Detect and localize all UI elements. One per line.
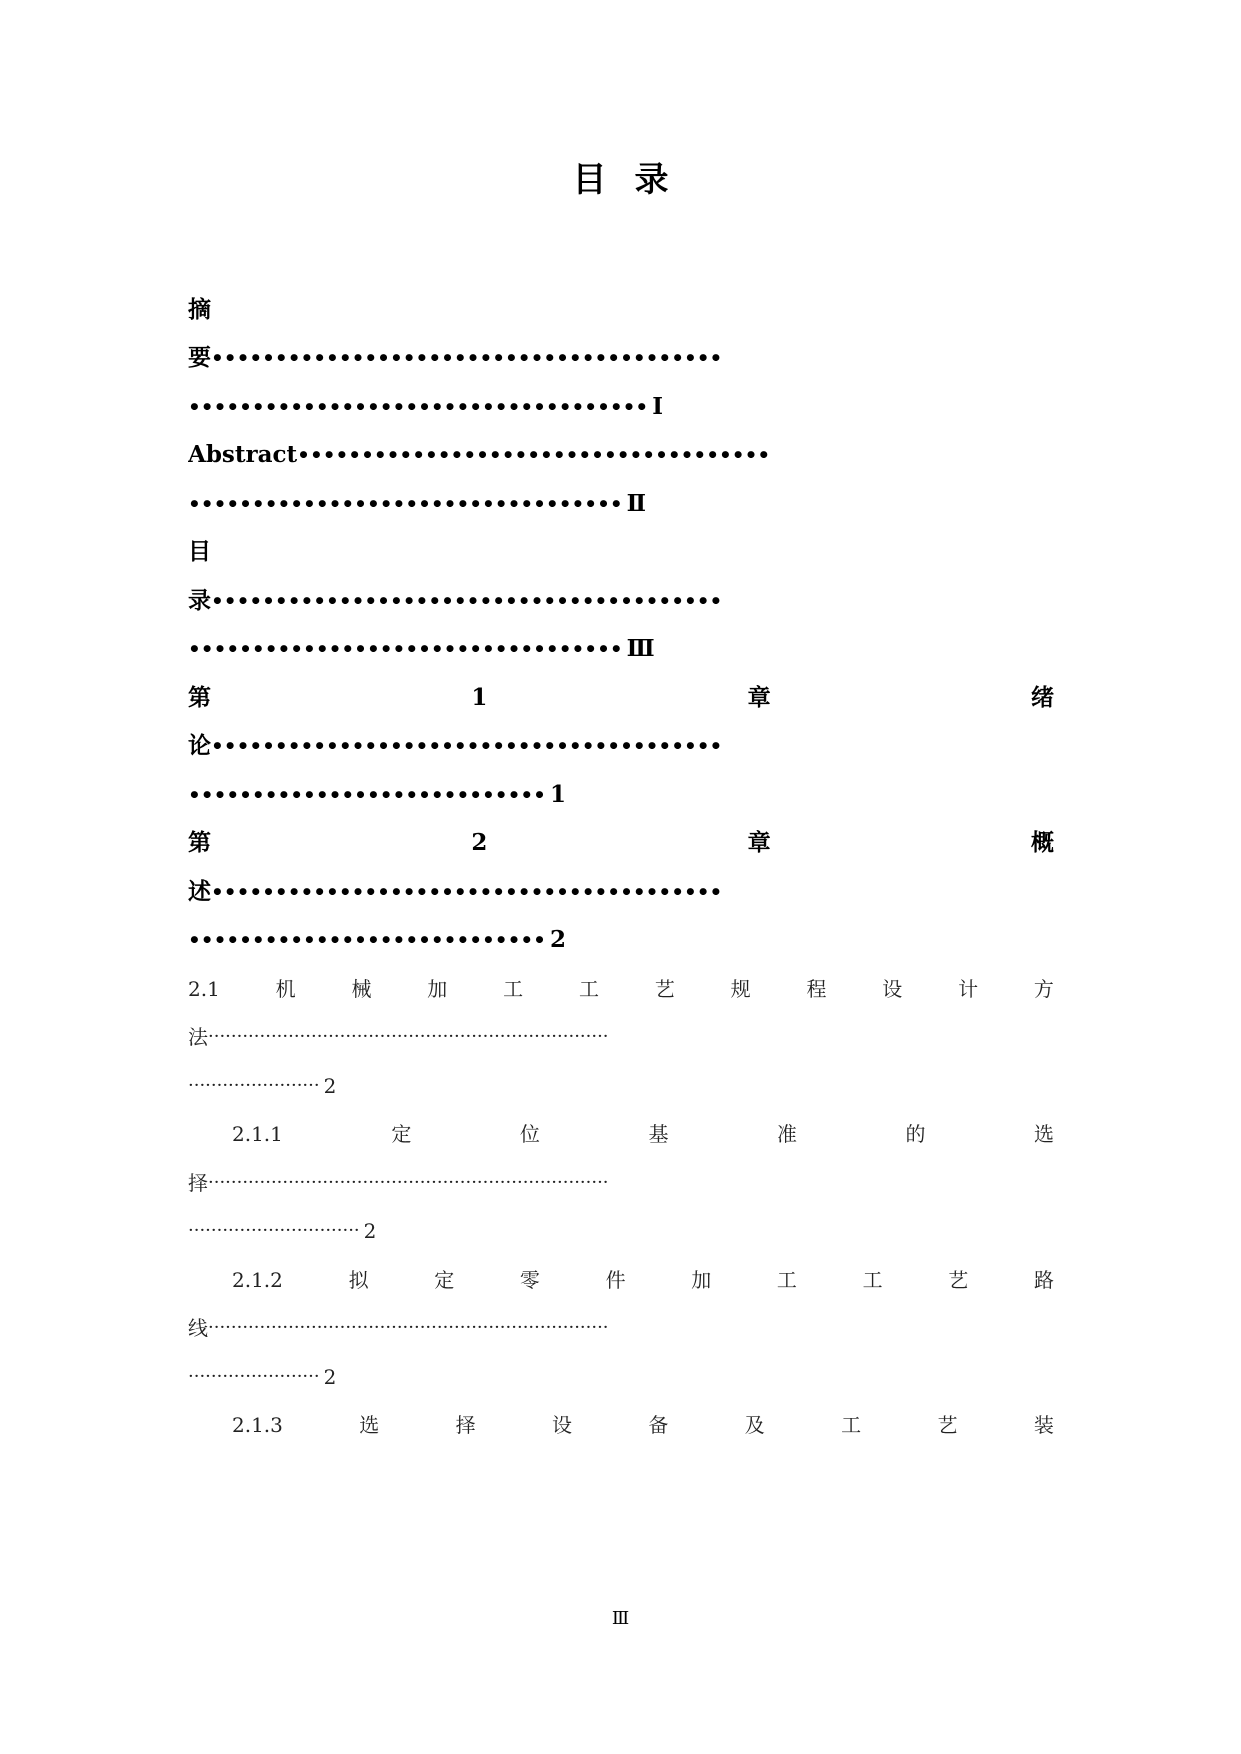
toc-label: 要: [188, 344, 211, 371]
page-title: [0, 152, 1241, 201]
toc-entry-2-1-1-line1[interactable]: [232, 1107, 1054, 1161]
toc-label-part: 2: [471, 829, 488, 856]
toc-entry-abstract-cn-line3[interactable]: [188, 380, 1054, 434]
toc-entry-chapter2-line2[interactable]: [188, 865, 1054, 919]
toc-label-part: 第: [188, 829, 211, 856]
toc-label-part: 路: [1033, 1268, 1054, 1292]
toc-label-part: 零: [519, 1268, 540, 1292]
leader-dots: ••••••••••••••••••••••••••••••••••: [188, 637, 623, 661]
toc-label-part: 械: [351, 977, 372, 1001]
toc-entry-2-1-line3[interactable]: [188, 1059, 1054, 1113]
toc-label: 录: [188, 587, 211, 614]
toc-entry-2-1-2-line3[interactable]: [188, 1350, 1054, 1404]
toc-entry-2-1-2-line2[interactable]: [188, 1301, 1054, 1355]
toc-entry-chapter1-line3[interactable]: [188, 768, 1054, 822]
toc-label-part: 位: [519, 1122, 540, 1146]
toc-label-part: 1: [471, 684, 488, 711]
toc-entry-2-1-3-line1[interactable]: [232, 1398, 1054, 1452]
toc-entry-chapter2-line3[interactable]: [188, 913, 1054, 967]
toc-label-part: 备: [648, 1413, 669, 1437]
toc-label-part: 选: [359, 1413, 380, 1437]
toc-label-part: 工: [776, 1268, 797, 1292]
toc-label-part: 章: [747, 829, 771, 856]
toc-page-number: 2: [363, 1219, 377, 1243]
toc-label-part: 线: [188, 1316, 208, 1340]
toc-label-part: 概: [1031, 829, 1054, 856]
toc-label-part: 第: [188, 684, 211, 711]
toc-entry-2-1-1-line2[interactable]: [188, 1156, 1054, 1210]
toc-page-number: 2: [549, 926, 566, 953]
leader-dots: ••••••••••••••••••••••••••••••••••••: [188, 395, 649, 419]
toc-label-part: 机: [275, 977, 296, 1001]
toc-entry-chapter2-line1[interactable]: [188, 816, 1054, 870]
toc-label-part: 设: [552, 1413, 573, 1437]
toc-page-number: Ⅲ: [626, 635, 655, 662]
leader-dots: ••••••••••••••••••••••••••••••••••: [188, 492, 623, 516]
leader-dots: ······································································: [208, 1317, 609, 1338]
leader-dots: ······································································: [208, 1026, 609, 1047]
toc-label-part: 论: [188, 732, 211, 759]
toc-label: 摘: [188, 296, 211, 323]
toc-entry-2-1-2-line1[interactable]: [232, 1253, 1054, 1307]
toc-entry-2-1-line1[interactable]: [188, 962, 1054, 1016]
toc-label-part: 程: [806, 977, 827, 1001]
toc-entry-2-1-1-line3[interactable]: [188, 1204, 1054, 1258]
title-char: 目: [572, 160, 607, 200]
toc-page-number: 2: [323, 1074, 337, 1098]
toc-page-number: Ⅰ: [652, 393, 663, 420]
toc-label-part: 2.1.3: [232, 1413, 283, 1437]
toc-label-part: 择: [188, 1171, 208, 1195]
toc-label-part: 定: [434, 1268, 455, 1292]
toc-label-part: 装: [1033, 1413, 1054, 1437]
leader-dots: •••••••••••••••••••••••••••••••••••••: [297, 443, 771, 467]
toc-label-part: 加: [691, 1268, 712, 1292]
leader-dots: ·······················: [188, 1366, 320, 1387]
toc-page-number: 2: [323, 1365, 337, 1389]
leader-dots: ••••••••••••••••••••••••••••••••••••••••: [211, 346, 723, 370]
leader-dots: ••••••••••••••••••••••••••••: [188, 783, 546, 807]
toc-label-part: 工: [841, 1413, 862, 1437]
toc-label-part: 选: [1033, 1122, 1054, 1146]
leader-dots: ••••••••••••••••••••••••••••••••••••••••: [211, 880, 723, 904]
toc-label-part: 拟: [348, 1268, 369, 1292]
toc-label-part: 法: [188, 1025, 208, 1049]
toc-label-part: 艺: [937, 1413, 958, 1437]
toc-label-part: 规: [730, 977, 751, 1001]
leader-dots: ••••••••••••••••••••••••••••••••••••••••: [211, 734, 723, 758]
toc-entry-chapter1-line1[interactable]: [188, 671, 1054, 725]
toc-label-part: 件: [605, 1268, 626, 1292]
leader-dots: ••••••••••••••••••••••••••••••••••••••••: [211, 589, 723, 613]
toc-label-part: 准: [776, 1122, 797, 1146]
toc-label: Abstract: [188, 441, 298, 468]
toc-label-part: 基: [648, 1122, 669, 1146]
toc-label-part: 述: [188, 878, 211, 905]
toc-label: 目: [188, 538, 211, 565]
toc-label-part: 工: [503, 977, 524, 1001]
toc-label-part: 2.1: [188, 977, 220, 1001]
toc-entry-contents-line3[interactable]: [188, 622, 1054, 676]
toc-entry-abstract-en-line2[interactable]: [188, 477, 1054, 531]
toc-label-part: 择: [455, 1413, 476, 1437]
leader-dots: ••••••••••••••••••••••••••••: [188, 928, 546, 952]
leader-dots: ·······················: [188, 1075, 320, 1096]
toc-label-part: 2.1.2: [232, 1268, 283, 1292]
toc-label-part: 方: [1033, 977, 1054, 1001]
toc-label-part: 工: [578, 977, 599, 1001]
toc-entry-contents-line2[interactable]: [188, 574, 1054, 628]
toc-label-part: 的: [905, 1122, 926, 1146]
toc-entry-abstract-cn-line2[interactable]: [188, 331, 1054, 385]
page-footer-number: Ⅲ: [611, 1608, 630, 1629]
toc-label-part: 工: [862, 1268, 883, 1292]
toc-label-part: 计: [958, 977, 979, 1001]
toc-label-part: 绪: [1031, 684, 1054, 711]
toc-entry-2-1-line2[interactable]: [188, 1010, 1054, 1064]
title-char: 录: [634, 160, 669, 200]
toc-page-number: Ⅱ: [626, 490, 647, 517]
toc-label-part: 艺: [654, 977, 675, 1001]
toc-label-part: 及: [744, 1413, 765, 1437]
toc-label-part: 加: [427, 977, 448, 1001]
toc-entry-contents-line1[interactable]: [188, 525, 1054, 579]
leader-dots: ······································································: [208, 1172, 609, 1193]
toc-label-part: 艺: [948, 1268, 969, 1292]
toc-entry-abstract-cn-line1[interactable]: [188, 283, 1054, 337]
toc-label-part: 章: [747, 684, 771, 711]
toc-label-part: 定: [391, 1122, 412, 1146]
toc-label-part: 设: [882, 977, 903, 1001]
toc-entry-abstract-en-line1[interactable]: [188, 428, 1054, 482]
toc-page-number: 1: [549, 781, 566, 808]
leader-dots: ······························: [188, 1220, 360, 1241]
toc-label-part: 2.1.1: [232, 1122, 283, 1146]
toc-entry-chapter1-line2[interactable]: [188, 719, 1054, 773]
